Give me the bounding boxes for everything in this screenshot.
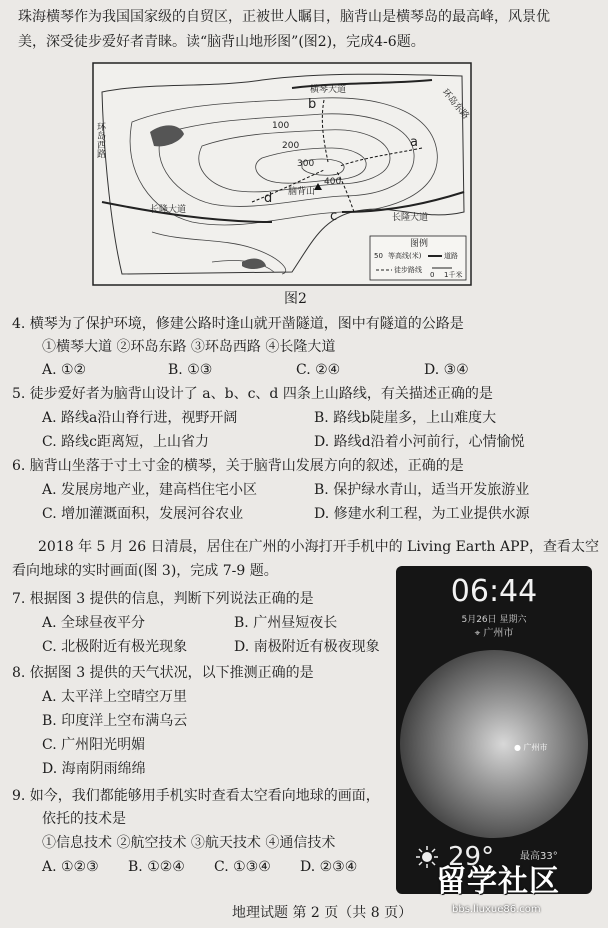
q9-items: ①信息技术 ②航空技术 ③航天技术 ④通信技术 — [42, 835, 336, 851]
phone-city-label: 广州市 — [483, 628, 514, 639]
intro-line-1: 珠海横琴作为我国国家级的自贸区，正被世人瞩目，脑背山是横琴岛的最高峰，风景优 — [18, 9, 550, 25]
route-c-label: c — [330, 209, 338, 224]
q6-option-a: A. 发展房地产业，建高档住宅小区 — [42, 482, 258, 498]
q9-stem-1: 9. 如今，我们都能够用手机实时查看太空看向地球的画面， — [12, 788, 380, 804]
watermark-url: bbs.liuxue86.com — [452, 904, 541, 915]
legend-contour-value: 50 — [374, 252, 383, 260]
legend-trail: 徒步路线 — [394, 266, 422, 274]
route-a-label: a — [410, 135, 418, 150]
q8-option-b: B. 印度洋上空布满乌云 — [42, 713, 188, 729]
legend-road: 道路 — [444, 252, 458, 260]
legend-contour: 等高线(米) — [388, 252, 422, 260]
earth-city-text: 广州市 — [523, 743, 548, 752]
q9-option-a: A. ①②③ — [42, 859, 99, 875]
legend-title: 图例 — [410, 239, 429, 249]
q6-option-c: C. 增加灌溉面积，发展河谷农业 — [42, 506, 244, 522]
phone-time: 06:44 — [450, 574, 538, 609]
sun-icon — [416, 846, 438, 868]
map-legend — [370, 236, 466, 280]
location-pin-icon: ⌖ — [474, 628, 481, 639]
q4-option-c: C. ②④ — [296, 362, 341, 378]
phone-screenshot — [396, 566, 592, 894]
q7-option-a: A. 全球昼夜平分 — [42, 615, 146, 631]
label-huandao-east-road: 环岛东路 — [439, 87, 471, 122]
city-marker-icon: ● — [514, 743, 521, 752]
intro2-line-2: 看向地球的实时画面(图 3)，完成 7-9 题。 — [12, 563, 278, 579]
label-hengqin-road: 横琴大道 — [310, 85, 347, 95]
q8-stem: 8. 依据图 3 提供的天气状况，以下推测正确的是 — [12, 665, 314, 681]
legend-scale: 1千米 — [444, 271, 463, 279]
route-d-label: d — [264, 191, 273, 206]
q4-option-d: D. ③④ — [424, 362, 469, 378]
contour-400-label: 400 — [324, 177, 342, 187]
q6-stem: 6. 脑背山坐落于寸土寸金的横琴，关于脑背山发展方向的叙述，正确的是 — [12, 458, 464, 474]
q6-option-b: B. 保护绿水青山，适当开发旅游业 — [314, 482, 530, 498]
q6-option-d: D. 修建水利工程，为工业提供水源 — [314, 506, 530, 522]
label-changlong-road-east: 长隆大道 — [392, 213, 429, 223]
q5-option-a: A. 路线a沿山脊行进，视野开阔 — [42, 410, 238, 426]
phone-temperature: 29° — [448, 842, 495, 872]
q9-option-d: D. ②③④ — [300, 859, 358, 875]
intro2-line-1: 2018 年 5 月 26 日清晨，居住在广州的小海打开手机中的 Living Earth APP，查看太空 — [38, 539, 599, 555]
q4-option-a: A. ①② — [42, 362, 87, 378]
peak-label: 脑背山 — [288, 187, 316, 197]
watermark-logo: 留学社区 — [436, 864, 560, 899]
q5-stem: 5. 徒步爱好者为脑背山设计了 a、b、c、d 四条上山路线，有关描述正确的是 — [12, 386, 493, 402]
q9-option-c: C. ①③④ — [214, 859, 271, 875]
q7-stem: 7. 根据图 3 提供的信息，判断下列说法正确的是 — [12, 591, 314, 607]
q5-option-c: C. 路线c距离短，上山省力 — [42, 434, 209, 450]
figure-2-caption: 图2 — [284, 291, 307, 307]
route-b-label: b — [308, 97, 317, 112]
q8-option-c: C. 广州阳光明媚 — [42, 737, 146, 753]
q9-stem-2: 依托的技术是 — [42, 811, 126, 827]
q7-option-d: D. 南极附近有极夜现象 — [234, 639, 380, 655]
q4-option-b: B. ①③ — [168, 362, 213, 378]
terrain-map — [92, 62, 472, 286]
contour-100-label: 100 — [272, 121, 290, 131]
q5-option-d: D. 路线d沿着小河前行，心情愉悦 — [314, 434, 525, 450]
q5-option-b: B. 路线b陡崖多，上山难度大 — [314, 410, 497, 426]
intro-line-2: 美，深受徒步爱好者青睐。读“脑背山地形图”(图2)，完成4-6题。 — [18, 34, 425, 50]
contour-300-label: 300 — [297, 159, 315, 169]
label-huandao-west-road: 环岛西路 — [95, 122, 105, 158]
q8-option-d: D. 海南阴雨绵绵 — [42, 761, 146, 777]
phone-city — [396, 624, 592, 639]
legend-scale-zero: 0 — [430, 271, 435, 279]
q4-stem: 4. 横琴为了保护环境，修建公路时逢山就开凿隧道，图中有隧道的公路是 — [12, 316, 464, 332]
q4-items: ①横琴大道 ②环岛东路 ③环岛西路 ④长隆大道 — [42, 339, 336, 355]
phone-date: 5月26日 星期六 — [461, 615, 527, 625]
earth-city-label — [514, 742, 548, 753]
label-changlong-road: 长隆大道 — [150, 205, 187, 215]
q7-option-b: B. 广州昼短夜长 — [234, 615, 338, 631]
page-footer: 地理试题 第 2 页（共 8 页） — [232, 905, 413, 921]
earth-image — [400, 650, 588, 838]
contour-200-label: 200 — [282, 141, 300, 151]
phone-high-temperature: 最高33° — [520, 851, 558, 862]
q9-option-b: B. ①②④ — [128, 859, 185, 875]
q8-option-a: A. 太平洋上空晴空万里 — [42, 689, 188, 705]
q7-option-c: C. 北极附近有极光现象 — [42, 639, 188, 655]
